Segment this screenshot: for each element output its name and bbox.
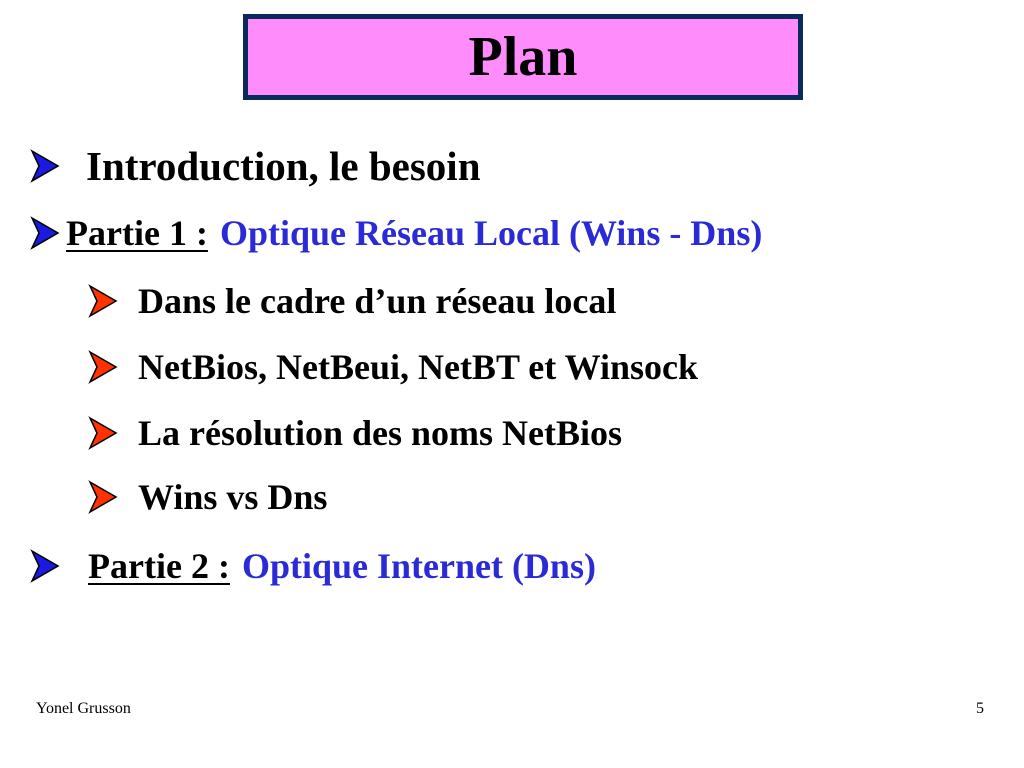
arrow-bullet-icon (30, 149, 60, 183)
arrow-bullet-icon (88, 416, 118, 450)
arrow-bullet-icon (88, 480, 118, 514)
slide-title-box (243, 14, 803, 100)
bullet-item-partie-2 (30, 545, 596, 587)
section-title: Optique Réseau Local (Wins - Dns) (219, 213, 763, 253)
bullet-item-partie-1 (30, 212, 762, 254)
bullet-text: NetBios, NetBeui, NetBT et Winsock (138, 347, 699, 387)
bullet-text: Introduction, le besoin (86, 143, 481, 189)
bullet-text: Wins vs Dns (138, 477, 328, 517)
arrow-bullet-icon (30, 216, 60, 250)
arrow-bullet-icon (30, 549, 60, 583)
bullet-item-sub-1 (88, 280, 616, 322)
bullet-item-sub-4 (88, 476, 327, 518)
section-title: Optique Internet (Dns) (241, 546, 596, 586)
section-label: Partie 2 : (88, 546, 230, 586)
bullet-item-sub-3 (88, 412, 622, 454)
footer-author: Yonel Grusson (36, 700, 131, 717)
slide-title: Plan (468, 26, 578, 88)
page-number: 5 (976, 700, 984, 717)
bullet-text: La résolution des noms NetBios (138, 413, 623, 453)
arrow-bullet-icon (88, 350, 118, 384)
section-label: Partie 1 : (66, 213, 208, 253)
bullet-item-sub-2 (88, 346, 698, 388)
bullet-text: Dans le cadre d’un réseau local (138, 281, 617, 321)
bullet-item-introduction (30, 142, 481, 190)
arrow-bullet-icon (88, 284, 118, 318)
